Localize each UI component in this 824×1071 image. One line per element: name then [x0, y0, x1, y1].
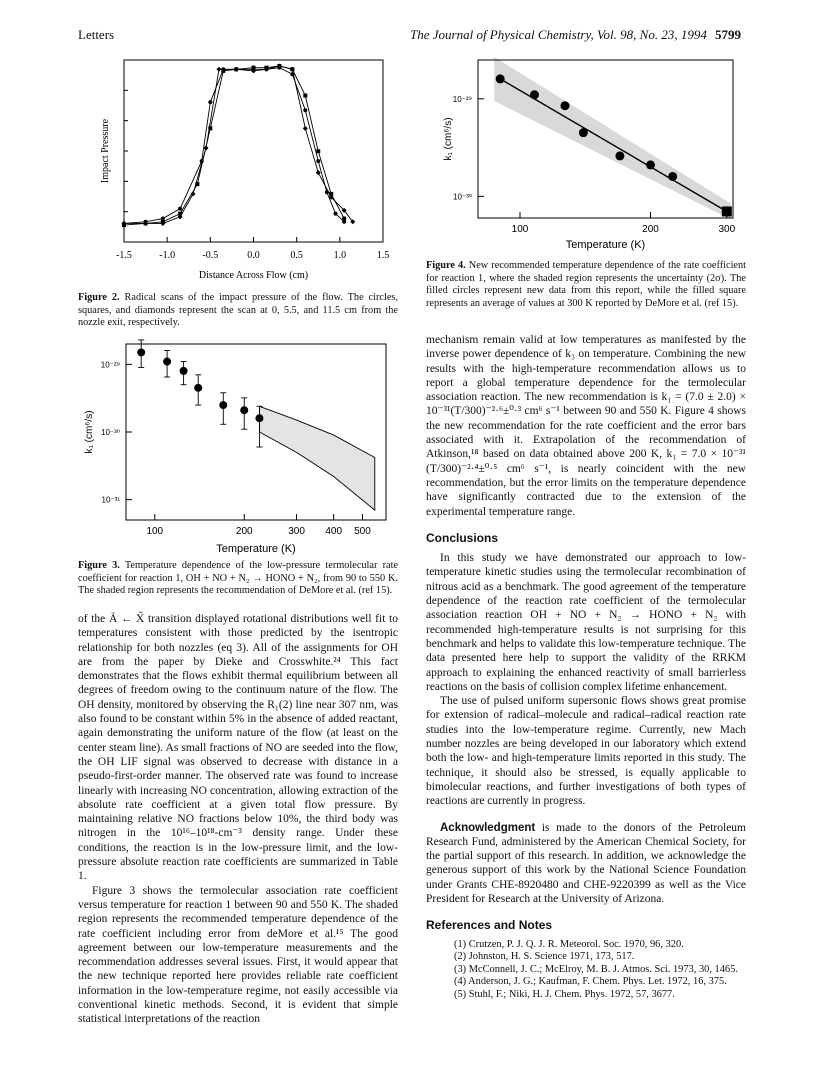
x-tick-label: -1.5: [116, 250, 132, 261]
data-point: [180, 367, 188, 375]
reference-item: (1) Crutzen, P. J. Q. J. R. Meteorol. Soc. 1970, 96, 320.: [454, 938, 684, 950]
conclusions-heading: Conclusions: [426, 530, 499, 545]
x-axis-label: Distance Across Flow (cm): [198, 270, 309, 281]
x-tick-label: 1.5: [376, 250, 390, 261]
figure-2-caption: [78, 292, 398, 330]
x-tick-label: 100: [511, 224, 529, 235]
data-point: [579, 128, 588, 137]
circle-marker: [303, 108, 307, 112]
paragraph: Figure 3 shows the termolecular association rate coefficient versus temperature for reaction 1 between 90 and 550 K. The shaded region represents the recommended temperature dependence of the rate coefficient including error from deMore et al.¹⁵ The good agreement between our low-temperature measurements and the recommendation addresses several issues. First, it would appear that the new technique reported here provides reliable rate coefficient information in the low-temperature regime, not easily accessible via conventional kinetic methods. Second, it is evident that simple statistical interpretations of the reaction: [78, 884, 398, 1026]
x-tick-label: 1.0: [333, 250, 347, 261]
scan-line-square: [124, 66, 344, 225]
y-tick-label: 10⁻³⁰: [101, 428, 120, 437]
data-point: [530, 90, 539, 99]
data-point: [240, 406, 248, 414]
x-tick-label: 200: [235, 526, 253, 537]
data-point: [163, 358, 171, 366]
data-point: [668, 172, 677, 181]
data-point: [646, 160, 655, 169]
figure-3-caption: [78, 560, 398, 598]
x-tick-label: 300: [288, 526, 305, 537]
data-point: [219, 401, 227, 409]
circle-marker: [178, 207, 182, 211]
reference-item: (4) Anderson, J. G.; Kaufman, F. Chem. Phys. Let. 1972, 16, 375.: [454, 976, 727, 988]
data-point: [496, 74, 505, 83]
figure-2-chart: [78, 50, 398, 290]
circle-marker: [208, 100, 212, 104]
plot-frame: [126, 344, 386, 520]
figure-3-caption-text: Temperature dependence of the low-pressure termolecular rate coefficient for reaction 1, OH + NO + N₂ → HONO + N₂, from 90 to 550 K. The shaded region represents the recommendation of DeMore et al. (ref 15).: [78, 560, 398, 597]
diamond-marker: [303, 126, 308, 131]
paragraph: In this study we have demonstrated our approach to low-temperature kinetic studies using the termolecular recombination of nitrous acid as a benchmark. The good agreement of the temperature dependence of the reaction rate coefficient of the termolecular association reaction OH + NO + N₂ → HONO + N₂ with recommended high-temperature results is not surprising for this benchmark and helps to validate this low-temperature technique. The data presented here help to support the validity of the RRKM approach to explaining the enhanced reactivity of small barrierless reactions on the basis of collision complex lifetime enhancement.: [426, 552, 746, 693]
y-axis-label: k₁ (cm⁶/s): [84, 410, 95, 454]
acknowledgment-text: is made to the donors of the Petroleum Research Fund, administered by the American Chemical Society, for the partial support of this research. In addition, we acknowledge the generous support of this work by the National Science Foundation under Grants CHE-8920480 and CHE-9220399 as well as the Vice President for Research at the University of Arizona.: [426, 821, 746, 905]
x-tick-label: 200: [642, 224, 659, 235]
paragraph: of the Ã ← X̃ transition displayed rotational distributions well fit to temperatures consistent with those predicted by the isentropic relationship for both nozzles (eq 3). All of the assignments for OH are from the paper by Dieke and Crosswhite.²⁴ This fact demonstrates that the flows exhibit thermal equilibrium between all degrees of freedom owing to the continuum nature of the flow. The OH density, monitored by observing the R₁(2) line near 307 nm, was also found to be constant within 5% in the absence of added reactant, again demonstrating the uniform nature of the flow (at least on the center steam line). As small fractions of NO are seeded into the flow, the OH LIF signal was observed to decrease with distance in a pseudo-first-order manner. The observed rate was found to increase linearly with increasing NO concentration, allowing extraction of the absolute rate coefficient at a given total flow pressure. By maintaining relative NO fractions below 10%, the third body was nitrogen in the 10¹⁶–10¹⁸-cm⁻³ density range. Under these conditions, the reaction is in the low-pressure limit, and the low-pressure absolute reaction rate coefficients are summarized in Table 1.: [78, 613, 398, 883]
paragraph: The use of pulsed uniform supersonic flows shows great promise for extension of radical–molecule and radical–radical reaction rate studies into the low-temperature regime. Currently, new Mach number nozzles are being developed in our laboratory which extend both the low- and high-temperature limits reported in this study. The technique, it should also be stressed, is equally applicable to bimolecular reactions, and further investigations of both types of reactions are currently in progress.: [426, 695, 746, 808]
square-marker: [342, 217, 346, 221]
reference-item: (2) Johnston, H. S. Science 1971, 173, 517.: [454, 951, 635, 963]
acknowledgment-label: Acknowledgment: [440, 821, 536, 834]
square-marker: [316, 149, 320, 153]
scan-line-diamond: [124, 66, 353, 223]
square-marker: [303, 94, 307, 98]
diamond-marker: [191, 191, 196, 196]
reference-list: [426, 939, 746, 1002]
x-tick-label: 0.0: [247, 250, 260, 261]
acknowledgment-paragraph: [426, 821, 746, 907]
circle-marker: [334, 212, 338, 216]
x-tick-label: 500: [354, 526, 371, 537]
data-point: [615, 151, 624, 160]
uncertainty-band: [494, 57, 731, 220]
reference-item: (3) McConnell, J. C.; McElroy, M. B. J. Atmos. Sci. 1973, 30, 1465.: [454, 963, 738, 975]
paragraph: mechanism remain valid at low temperatures as manifested by the inverse power dependence of k₃ on temperature. Combining the new results with the high-temperature recommendation allows us to report a global temperature dependence for the termolecular association reaction. The new recommendation is k₁ = (7.0 ± 2.0) × 10⁻³¹(T/300)⁻²·⁶±⁰·³ cm⁶ s⁻¹ between 90 and 550 K. Figure 4 shows the new recommendation for the rate coefficient and the error bars associated with it. Extrapolation of the recommendation of Atkinson,¹⁸ based on data obtained above 200 K, k₁ = 7.0 × 10⁻³¹ (T/300)⁻²·⁴±⁰·⁵ cm⁶ s⁻¹, is nearly coincident with the new recommendation, but the error limits on the temperature dependence have significantly contracted due to the extension of the experimental temperature range.: [426, 334, 746, 518]
running-head-left: Letters: [78, 27, 115, 42]
x-tick-label: -0.5: [202, 250, 219, 261]
right-column-text: [426, 333, 746, 1002]
y-tick-label: 10⁻³⁰: [453, 192, 472, 202]
figure-2-caption-label: Figure 2.: [78, 292, 120, 303]
recommendation-band: [259, 406, 374, 510]
demore-square-point: [722, 206, 732, 216]
figure-4-chart: [415, 50, 745, 258]
data-point: [255, 414, 263, 422]
y-tick-label: 10⁻²⁹: [100, 360, 120, 370]
y-axis-label: k₁ (cm⁶/s): [443, 117, 454, 161]
y-tick-label: 10⁻²⁹: [452, 94, 472, 104]
references-heading: References and Notes: [426, 918, 553, 933]
reference-item: (5) Stuhl, F.; Niki, H. J. Chem. Phys. 1972, 57, 3677.: [454, 988, 675, 1000]
x-axis-label: Temperature (K): [216, 543, 296, 555]
scan-line-circle: [124, 68, 344, 224]
x-tick-label: 300: [718, 224, 736, 235]
journal-citation: The Journal of Physical Chemistry, Vol. 98, No. 23, 1994: [410, 27, 707, 42]
figure-4-caption-label: Figure 4.: [426, 260, 466, 271]
page-number: 5799: [715, 27, 741, 42]
data-point: [194, 384, 202, 392]
x-tick-label: -1.0: [159, 250, 176, 261]
data-point: [137, 348, 145, 356]
x-tick-label: 0.5: [290, 250, 303, 261]
figure-3-caption-label: Figure 3.: [78, 560, 120, 571]
figure-2-caption-text: Radical scans of the impact pressure of the flow. The circles, squares, and diamonds represent the scan at 0, 5.5, and 11.5 cm from the nozzle exit, respectively.: [78, 292, 398, 329]
figure-4-caption: [426, 260, 746, 310]
plot-frame: [124, 60, 383, 242]
left-column-text: [78, 612, 398, 1027]
x-axis-label: Temperature (K): [565, 239, 646, 251]
x-tick-label: 400: [325, 526, 343, 537]
y-tick-label: 10⁻³¹: [101, 495, 120, 505]
data-point: [561, 101, 570, 110]
figure-4-caption-text: New recommended temperature dependence of the rate coefficient for reaction 1, where the shaded region represents the uncertainty (2σ). The filled circles represent new data from this report, while the filled square represents an average of values at 300 K reported by DeMore et al. (ref 15).: [426, 260, 747, 309]
x-tick-label: 100: [146, 526, 164, 537]
circle-marker: [316, 159, 320, 163]
diamond-marker: [316, 170, 321, 175]
y-axis-label: Impact Pressure: [100, 118, 111, 184]
diamond-marker: [216, 67, 221, 72]
figure-3-chart: [78, 338, 398, 560]
